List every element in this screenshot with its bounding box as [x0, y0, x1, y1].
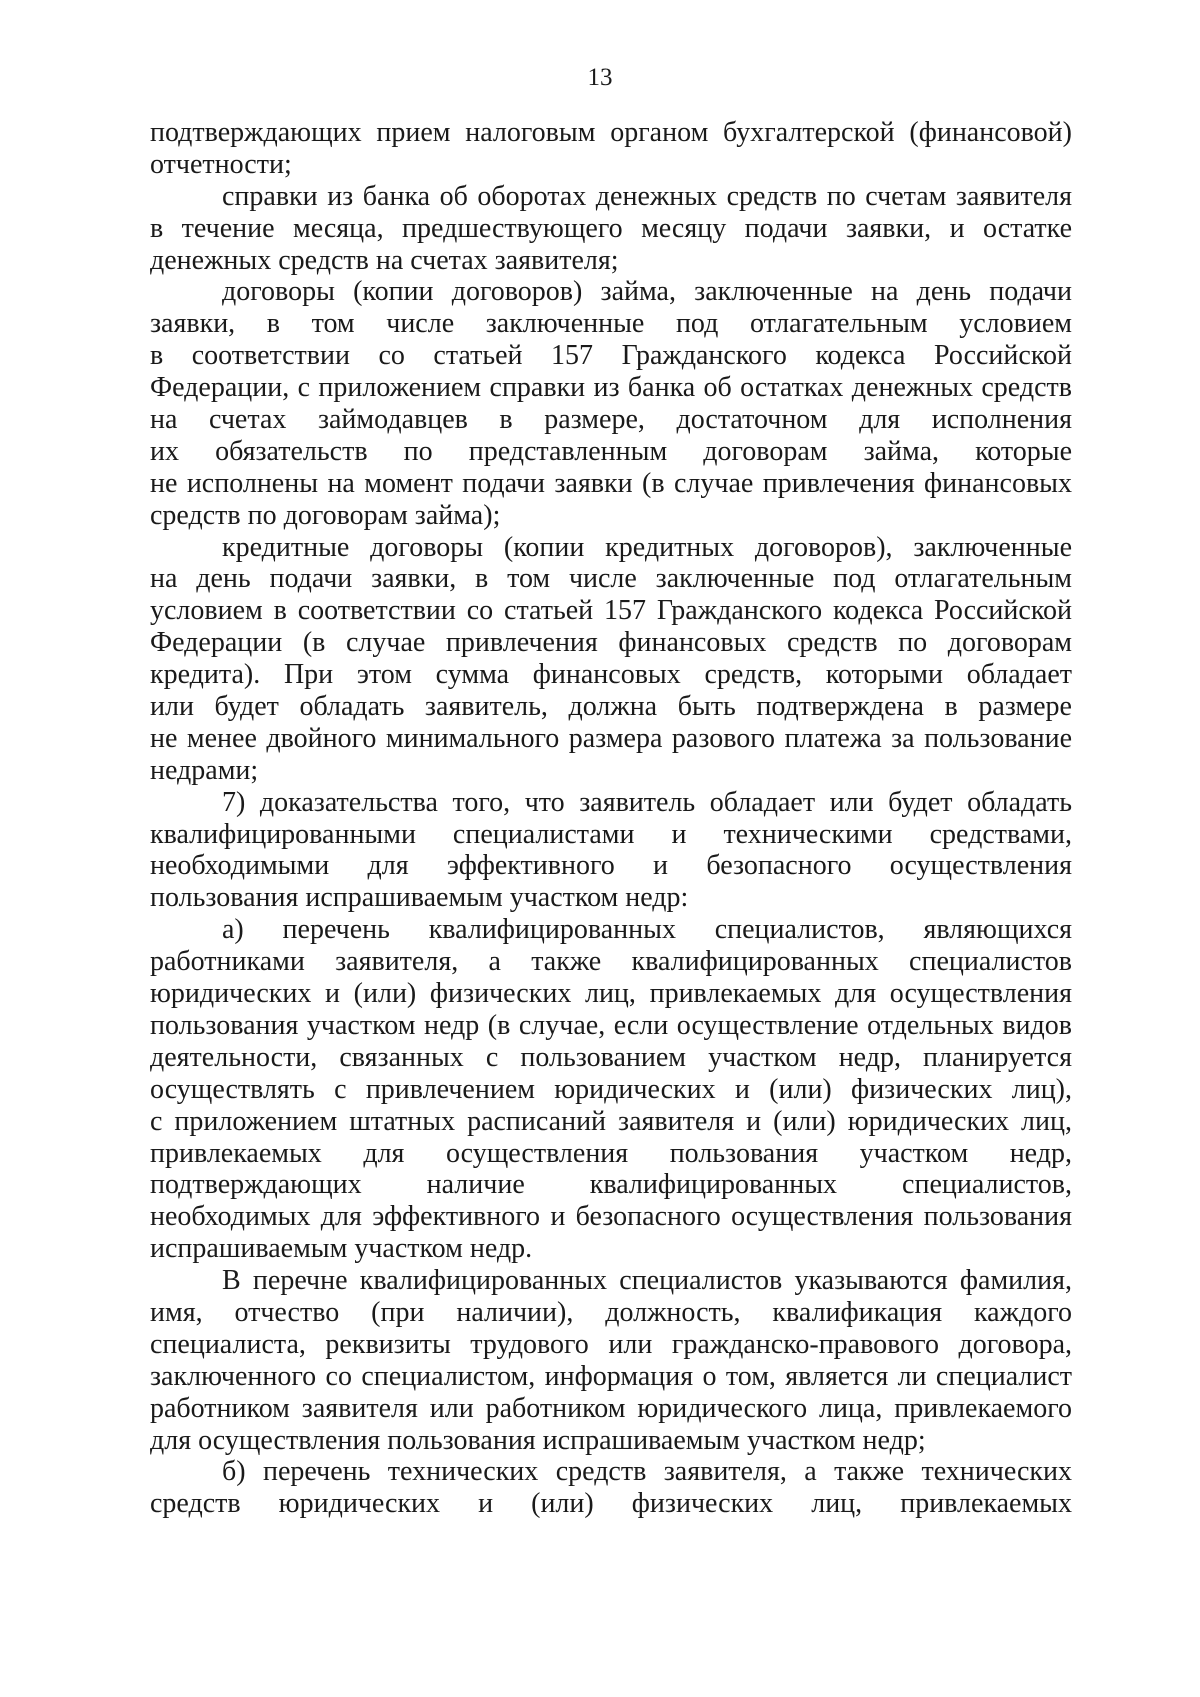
text-line: квалифицированными специалистами и техническими средствами,: [150, 818, 1072, 850]
text-line: юридических и (или) физических лиц, привлекаемых для осуществления: [150, 978, 1072, 1010]
text-line: на день подачи заявки, в том числе заключенные под отлагательным: [150, 563, 1072, 595]
text-line: привлекаемых для осуществления пользования участком недр,: [150, 1137, 1072, 1169]
text-line: а) перечень квалифицированных специалистов, являющихся: [222, 914, 1072, 946]
text-line: для осуществления пользования испрашиваемым участком недр;: [150, 1424, 926, 1456]
text-line: имя, отчество (при наличии), должность, квалификация каждого: [150, 1296, 1072, 1328]
text-line: осуществлять с привлечением юридических и (или) физических лиц),: [150, 1073, 1072, 1105]
text-line: пользования испрашиваемым участком недр:: [150, 882, 689, 914]
text-line: недрами;: [150, 754, 259, 786]
document-body: [150, 117, 1072, 1520]
text-line: справки из банка об оборотах денежных средств по счетам заявителя: [222, 180, 1072, 212]
text-line: денежных средств на счетах заявителя;: [150, 244, 619, 276]
text-line: В перечне квалифицированных специалистов указываются фамилия,: [222, 1265, 1072, 1297]
text-line: в течение месяца, предшествующего месяцу подачи заявки, и остатке: [150, 212, 1072, 244]
text-line: деятельности, связанных с пользованием участком недр, планируется: [150, 1041, 1072, 1073]
text-line: в соответствии со статьей 157 Гражданского кодекса Российской: [150, 340, 1072, 372]
text-line: отчетности;: [150, 148, 292, 180]
text-line: не менее двойного минимального размера разового платежа за пользование: [150, 722, 1072, 754]
text-line: средств по договорам займа);: [150, 499, 501, 531]
text-line: с приложением штатных расписаний заявителя и (или) юридических лиц,: [150, 1105, 1072, 1137]
text-line: пользования участком недр (в случае, если осуществление отдельных видов: [150, 1009, 1072, 1041]
text-line: подтверждающих наличие квалифицированных специалистов,: [150, 1169, 1072, 1201]
text-line: условием в соответствии со статьей 157 Гражданского кодекса Российской: [150, 595, 1072, 627]
text-line: кредитные договоры (копии кредитных договоров), заключенные: [222, 531, 1072, 563]
text-line: кредита). При этом сумма финансовых средств, которыми обладает: [150, 659, 1072, 691]
text-line: необходимыми для эффективного и безопасного осуществления: [150, 850, 1072, 882]
text-line: средств юридических и (или) физических лиц, привлекаемых: [150, 1488, 1072, 1520]
text-line: заключенного со специалистом, информация о том, является ли специалист: [150, 1360, 1072, 1392]
text-line: или будет обладать заявитель, должна быть подтверждена в размере: [150, 691, 1072, 723]
text-line: на счетах займодавцев в размере, достаточном для исполнения: [150, 404, 1072, 436]
text-line: работниками заявителя, а также квалифицированных специалистов: [150, 946, 1072, 978]
text-line: необходимых для эффективного и безопасного осуществления пользования: [150, 1201, 1072, 1233]
text-line: Федерации, с приложением справки из банка об остатках денежных средств: [150, 372, 1072, 404]
text-line: б) перечень технических средств заявителя, а также технических: [222, 1456, 1072, 1488]
text-line: подтверждающих прием налоговым органом бухгалтерской (финансовой): [150, 117, 1072, 148]
text-line: 7) доказательства того, что заявитель обладает или будет обладать: [222, 786, 1072, 818]
text-line: договоры (копии договоров) займа, заключенные на день подачи: [222, 276, 1072, 308]
text-line: испрашиваемым участком недр.: [150, 1233, 533, 1265]
text-line: не исполнены на момент подачи заявки (в случае привлечения финансовых: [150, 467, 1072, 499]
text-line: Федерации (в случае привлечения финансовых средств по договорам: [150, 627, 1072, 659]
text-line: заявки, в том числе заключенные под отлагательным условием: [150, 308, 1072, 340]
text-line: их обязательств по представленным договорам займа, которые: [150, 435, 1072, 467]
text-line: специалиста, реквизиты трудового или гражданско-правового договора,: [150, 1328, 1072, 1360]
page-number: 13: [587, 64, 613, 91]
text-line: работником заявителя или работником юридического лица, привлекаемого: [150, 1392, 1072, 1424]
